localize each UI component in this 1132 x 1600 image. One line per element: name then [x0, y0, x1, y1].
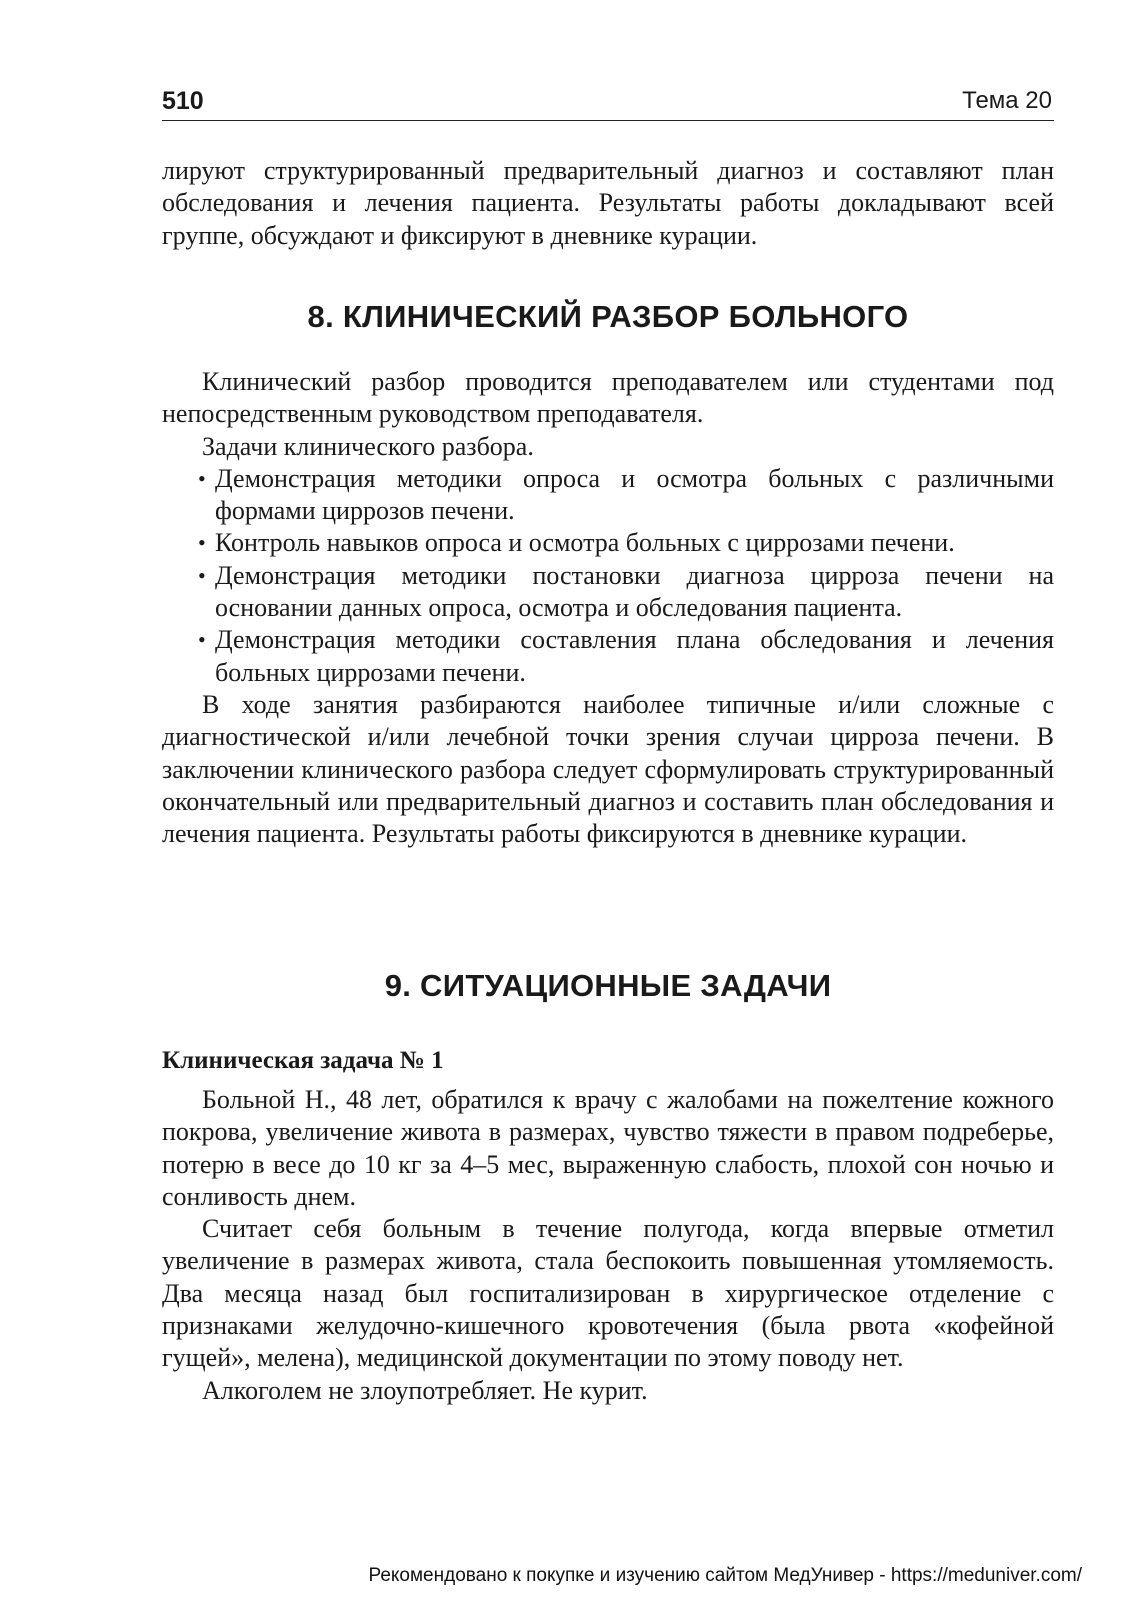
intro-block	[162, 155, 1054, 252]
task-paragraph-2: Считает себя больным в течение полугода, когда впервые отметил увеличение в размерах живота, стала беспокоить повышенная утомляемость. Два месяца назад был госпитализирован в хирургическое отделение с признаками желудочно-кишечного кровотечения (была рвота «кофейной гущей», мелена), медицинской документации по этому поводу нет.	[162, 1214, 1054, 1373]
bullet-icon: •	[198, 465, 206, 491]
list-item	[162, 560, 1054, 625]
clinical-task-title: Клиническая задача № 1	[162, 1047, 444, 1074]
list-item	[162, 624, 1054, 689]
page-header	[162, 86, 1054, 121]
section-9-body	[162, 1084, 1054, 1407]
tasks-list	[162, 463, 1054, 689]
running-head: Тема 20	[962, 87, 1052, 114]
bullet-icon: •	[198, 530, 206, 556]
section-8-title: 8. КЛИНИЧЕСКИЙ РАЗБОР БОЛЬНОГО	[307, 299, 909, 334]
page-number: 510	[162, 87, 204, 115]
footer-recommendation: Рекомендовано к покупке и изучению сайтом МедУнивер - https://meduniver.com/	[368, 1565, 1082, 1586]
section-9-title: 9. СИТУАЦИОННЫЕ ЗАДАЧИ	[384, 968, 832, 1003]
list-item	[162, 463, 1054, 528]
list-item	[162, 527, 1054, 559]
list-item-text: Демонстрация методики постановки диагноза цирроза печени на основании данных опроса, осмотра и обследования пациента.	[215, 560, 1054, 623]
section-8-body	[162, 366, 1054, 850]
task-paragraph-1: Больной Н., 48 лет, обратился к врачу с жалобами на пожелтение кожного покрова, увеличение живота в размерах, чувство тяжести в правом подреберье, потерю в весе до 10 кг за 4–5 мес, выраженную слабость, плохой сон ночью и сонливость днем.	[162, 1085, 1054, 1211]
list-item-text: Демонстрация методики опроса и осмотра больных с различными формами циррозов печени.	[215, 463, 1054, 526]
task-paragraph-3: Алкоголем не злоупотребляет. Не курит.	[202, 1375, 648, 1405]
section-8-paragraph-1: Клинический разбор проводится преподавателем или студентами под непосредственным руководством преподавателя.	[162, 367, 1054, 429]
tasks-heading: Задачи клинического разбора.	[202, 431, 534, 461]
list-item-text: Демонстрация методики составления плана обследования и лечения больных циррозами печени.	[215, 625, 1054, 687]
bullet-icon: •	[198, 562, 206, 588]
list-item-text: Контроль навыков опроса и осмотра больных с циррозами печени.	[215, 528, 955, 558]
bullet-icon: •	[198, 627, 206, 653]
intro-paragraph: лируют структурированный предварительный диагноз и составляют план обследования и лечения пациента. Результаты работы докладывают всей группе, обсуждают и фиксируют в дневнике курации.	[162, 156, 1054, 250]
section-8-paragraph-2: В ходе занятия разбираются наиболее типичные и/или сложные с диагностической и/или лечебной точки зрения случаи цирроза печени. В заключении клинического разбора следует сформулировать структурированный окончательный или предварительный диагноз и составить план обследования и лечения пациента. Результаты работы фиксируются в дневнике курации.	[162, 689, 1054, 849]
